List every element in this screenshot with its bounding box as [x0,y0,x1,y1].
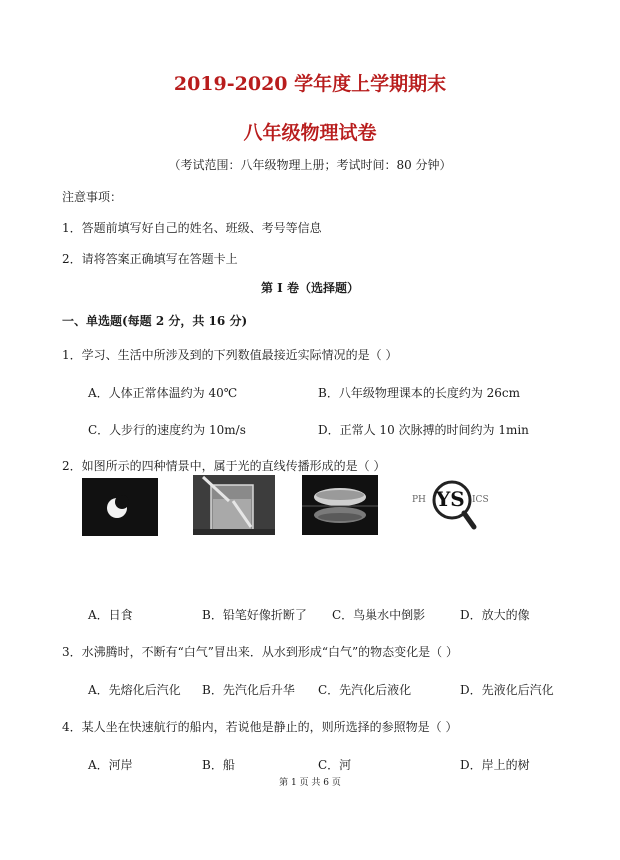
option-c: C．先汽化后液化 [318,683,412,697]
glass-icon [193,475,275,535]
note-item: 2．请将答案正确填写在答题卡上 [62,252,238,266]
exam-title: 2019-2020 学年度上学期期末 [173,73,447,95]
question-stem: 1．学习、生活中所涉及到的下列数值最接近实际情况的是（ ） [62,348,398,362]
sun-glow-icon [82,478,158,536]
physics-right-text: ICS [472,495,489,505]
part-title: 第 I 卷（选择题） [261,281,359,295]
option-b: B．先汽化后升华 [202,683,295,697]
eclipse-image [82,478,158,536]
option-d: D．先液化后汽化 [460,683,554,697]
exam-subtitle: 八年级物理试卷 [243,122,377,144]
option-d: D．岸上的树 [460,758,530,772]
question-stem: 4．某人坐在快速航行的船内，若说他是静止的，则所选择的参照物是（ ） [62,720,458,734]
option-a: A．先熔化后汽化 [88,683,181,697]
question-stem: 2．如图所示的四种情景中，属于光的直线传播形成的是（ ） [62,459,386,473]
option-b: B．船 [202,758,235,772]
section-title: 一、单选题(每题 2 分，共 16 分) [62,314,248,328]
page-footer: 第 1 页 共 6 页 [279,778,341,788]
notes-heading: 注意事项： [62,190,123,204]
option-a: A．日食 [88,608,133,622]
physics-left-text: PH [412,495,426,505]
exam-scope: （考试范围：八年级物理上册；考试时间：80 分钟） [168,158,452,172]
option-c: C．河 [318,758,352,772]
physics-magnified-text: YS [436,487,465,511]
birds-nest-reflection-image [302,475,378,535]
option-b: B．八年级物理课本的长度约为 26cm [318,386,521,400]
note-item: 1．答题前填写好自己的姓名、班级、考号等信息 [62,221,322,235]
question-stem: 3．水沸腾时，不断有“白气”冒出来．从水到形成“白气”的物态变化是（ ） [62,645,458,659]
option-d: D．正常人 10 次脉搏的时间约为 1min [318,423,529,437]
option-c: C．鸟巢水中倒影 [332,608,426,622]
magnifier-image [408,477,498,537]
option-a: A．人体正常体温约为 40℃ [88,386,238,400]
stadium-icon [302,475,378,535]
option-c: C．人步行的速度约为 10m/s [88,423,246,437]
option-a: A．河岸 [88,758,133,772]
option-b: B．铅笔好像折断了 [202,608,307,622]
option-d: D．放大的像 [460,608,530,622]
pencil-in-glass-image [193,475,275,535]
